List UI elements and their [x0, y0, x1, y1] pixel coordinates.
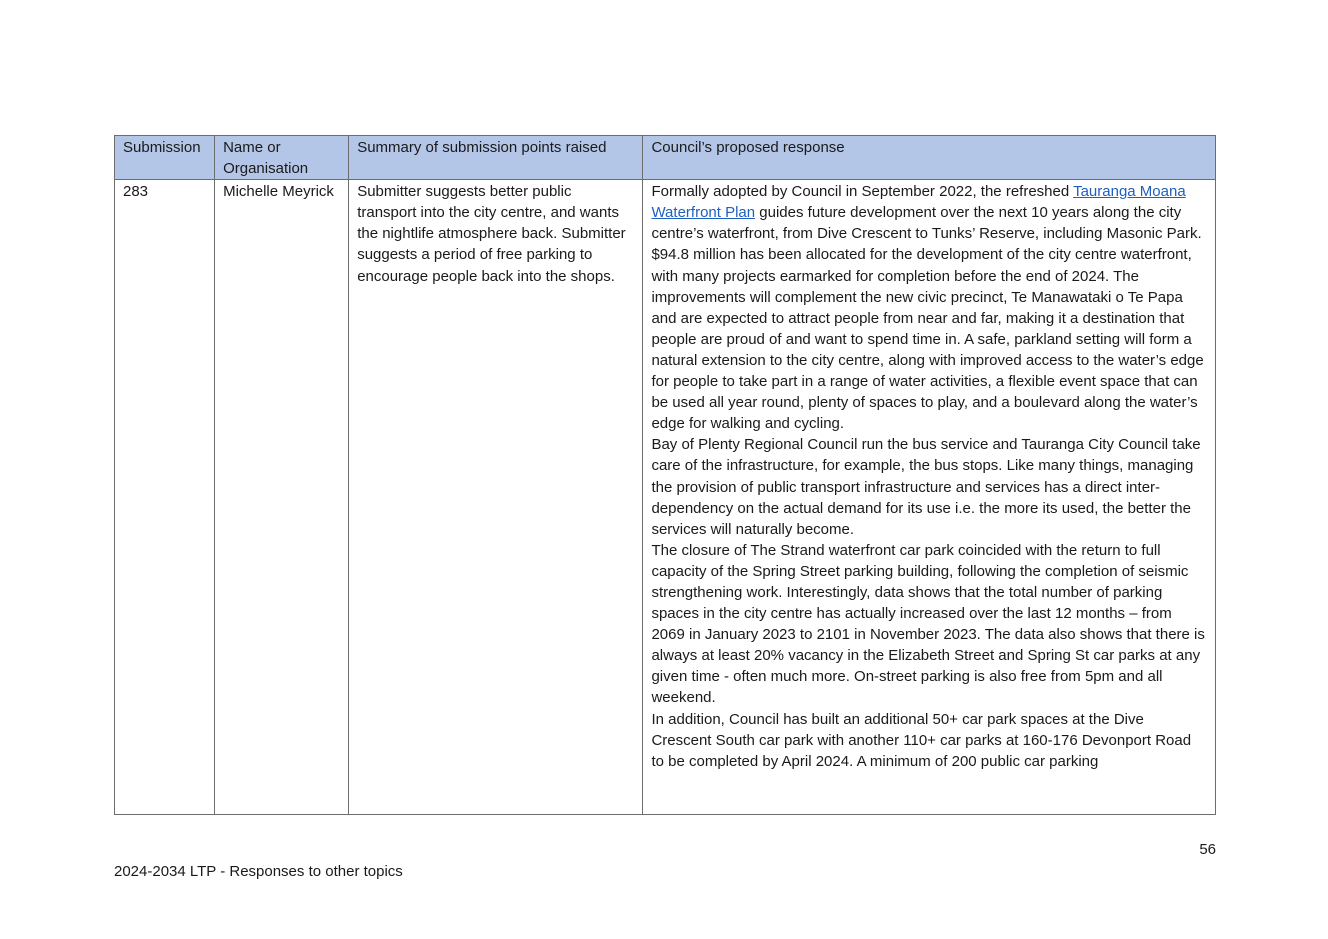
cell-council-response — [643, 180, 1216, 815]
cell-submitter-name: Michelle Meyrick — [215, 180, 349, 815]
header-summary: Summary of submission points raised — [349, 136, 643, 180]
page-footer: 2024-2034 LTP - Responses to other topics — [114, 863, 403, 880]
header-submission: Submission — [115, 136, 215, 180]
header-council-response: Council’s proposed response — [643, 136, 1216, 180]
submissions-table — [114, 135, 1216, 815]
response-paragraph-3: Bay of Plenty Regional Council run the bus service and Tauranga City Council take care of the infrastructure, for example, the bus stops. Like many things, managing the provision of public transport infrastructure and services has a direct inter-dependency on the actual demand for its use i.e. the more its used, the better the services will naturally become. — [651, 436, 1201, 538]
page-number: 56 — [1199, 841, 1216, 858]
response-p1-text-end: guides future development over the next 10 years along the city centre’s waterfront, from Dive Crescent to Tunks’ Reserve, including Masonic Park. — [651, 204, 1202, 243]
response-paragraph-5: In addition, Council has built an additional 50+ car park spaces at the Dive Crescent South car park with another 110+ car parks at 160-176 Devonport Road to be completed by April 2024. A minimum of 200 public car parking — [651, 710, 1192, 770]
response-p1-text-start: Formally adopted by Council in September 2022, the refreshed — [651, 183, 1074, 201]
cell-summary: Submitter suggests better public transport into the city centre, and wants the nightlife atmosphere back. Submitter suggests a period of free parking to encourage people back into the shops. — [349, 180, 643, 815]
response-paragraph-1 — [651, 181, 1207, 244]
table-row — [115, 180, 1216, 815]
table-header-row — [115, 136, 1216, 180]
response-paragraph-4: The closure of The Strand waterfront car park coincided with the return to full capacity of the Spring Street parking building, following the completion of seismic strengthening work. Interestingly, data shows that the total number of parking spaces in the city centre has actually increased over the last 12 months – from 2069 in January 2023 to 2101 in November 2023. The data also shows that there is always at least 20% vacancy in the Elizabeth Street and Spring St car parks at any given time - often much more. On-street parking is also free from 5pm and all weekend. — [651, 541, 1205, 707]
response-paragraph-2: $94.8 million has been allocated for the development of the city centre waterfront, with many projects earmarked for completion before the end of 2024. The improvements will complement the new civic precinct, Te Manawataki o Te Papa and are expected to attract people from near and far, making it a destination that people are proud of and want to spend time in. A safe, parkland setting will form a natural extension to the city centre, along with improved access to the water’s edge for people to take part in a range of water activities, a flexible event space that can be used all year round, plenty of spaces to play, and a boulevard along the water’s edge for walking and cycling. — [651, 246, 1204, 433]
cell-submission-number: 283 — [115, 180, 215, 815]
header-name-or-organisation: Name or Organisation — [215, 136, 349, 180]
waterfront-plan-link[interactable]: Tauranga Moana Waterfront Plan — [651, 183, 1186, 222]
